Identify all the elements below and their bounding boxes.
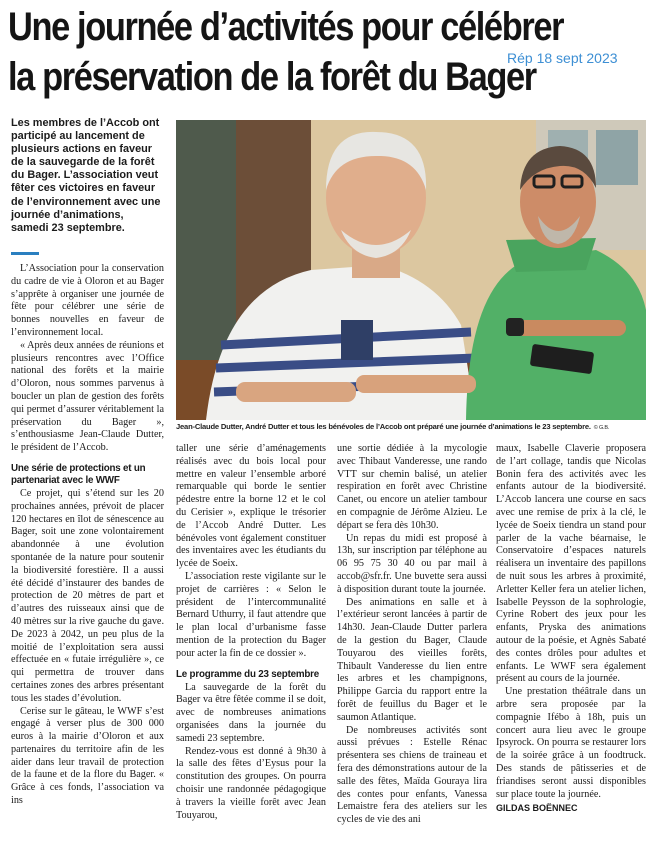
text-column-2 bbox=[176, 443, 326, 822]
col2-paragraph-1: taller une série d’aménagements réalisés avec du bois local pour mettre en valeur l’ensemble arboré remarquable qui borde le sentier pédestre entre la borne 12 et le col du Cerisier », explique le trésorier de l’Accob André Dutter. Les bénévoles vont également constituer des inventaires avec les étudiants du lycée de Soeix. bbox=[176, 443, 326, 570]
col2-paragraph-4: Rendez-vous est donné à 9h30 à la salle des fêtes d’Eysus pour la constitution des groupes. On pourra choisir une randonnée pédagogique à travers la vieille forêt avec Jean Touyarou, bbox=[176, 745, 326, 821]
text-column-3 bbox=[337, 443, 487, 827]
col2-paragraph-3: La sauvegarde de la forêt du Bager va être fêtée comme il se doit, avec de nombreuses animations organisées dans la journée du samedi 23 septembre. bbox=[176, 681, 326, 744]
photo-credit: © G.B. bbox=[593, 425, 610, 431]
lead-divider bbox=[11, 252, 39, 255]
article-headline bbox=[8, 2, 563, 102]
text-column-4 bbox=[496, 443, 646, 815]
caption-text: Jean-Claude Dutter, André Dutter et tous les bénévoles de l’Accob ont préparé une journée d’animations le 23 septembre. bbox=[176, 422, 591, 431]
author-signature: GILDAS BOËNNEC bbox=[496, 803, 578, 814]
col1-paragraph-4: Cerise sur le gâteau, le WWF s’est engagé à verser plus de 300 000 euros à la mairie d’Oloron et aux partenaires du territoire afin de les aider dans leur travail de protection de la faune et de la flore du Bager. « Grâce à ces fonds, l’association va ins bbox=[11, 705, 164, 807]
photo-caption bbox=[176, 422, 646, 433]
col3-paragraph-3: Des animations en salle et à l’extérieur seront lancées à partir de 14h30. Jean-Claude Dutter parlera de la gestion du Bager, Claude Touyarou des vieilles forêts, Thibault Vanderesse du lien entre les arbres et les champignons, Philippe Garcia du rapport entre la forêt de feuillus du Bager et le saumon Atlantique. bbox=[337, 596, 487, 723]
subheading-programme: Le programme du 23 septembre bbox=[176, 668, 320, 680]
col4-paragraph-1: maux, Isabelle Claverie proposera de l’art collage, tandis que Nicolas Bonin fera des activités avec les enfants autour de la biodiversité. L’Accob lancera une course en sacs avec une remise de prix à la clé, le lycée de Soeix tiendra un stand pour parler de la vache béarnaise, le Conservatoire d’espaces naturels réalisera un inventaire des papillons de nuit sous les arbres à proximité, Arletter Keller fera un atelier lichen, Isabelle Peysson de la sophrologie, Cyrine Robert des jeux pour les enfants, Pryska des animations autour de la poésie, et Agnès Sabaté des contes drôles pour adultes et enfants. Le WWF sera également présent au cours de la journée. bbox=[496, 443, 646, 685]
col1-paragraph-2: « Après deux années de réunions et plusieurs rencontres avec l’Office national des forêts et la mairie d’Oloron, nous sommes parvenus à boucler un plan de gestion des forêts qui permet d’assurer véritablement la préservation du Bager », s’enthousiasme Jean-Claude Dutter, le président de l’Accob. bbox=[11, 339, 164, 454]
article-lead: Les membres de l’Accob ont participé au lancement de plusieurs actions en faveur de la sauvegarde de la forêt du Bager. L’association veut fêter ces victoires en faveur de l’environnement avec une journée d’animations, samedi 23 septembre. bbox=[11, 117, 161, 234]
text-column-1 bbox=[11, 263, 164, 808]
article-photo bbox=[176, 120, 646, 420]
headline-line-2: la préservation de la forêt du Bager bbox=[8, 55, 536, 99]
col1-paragraph-1: L’Association pour la conservation du cadre de vie à Oloron et au Bager s’apprête à organiser une journée de fête pour célébrer une série de bonnes nouvelles en faveur de l’environnement local. bbox=[11, 263, 164, 338]
col1-paragraph-3: Ce projet, qui s’étend sur les 20 prochaines années, prévoit de placer 120 hectares en îlot de sénescence au Bager, soit une zone volontairement abandonnée à une évolution spontanée de la nature pour soutenir la biodiversité forestière. Il a aussi été décidé d’instaurer des bandes de protection de 20 mètres de part et d’autres des ruisseaux ainsi que de 40 mètres sur la rive gauche du gave. De 2023 à 2042, un peu plus de la moitié de l’exploitation sera aussi effectuée en « futaie irrégulière », ce qui permettra de trouver dans certaines zones des arbres présentant tous les stades d’évolution. bbox=[11, 487, 164, 704]
col2-paragraph-2: L’association reste vigilante sur le projet de carrières : « Selon le président de l’intercommunalité Bernard Uthurry, il faut attendre que le plan local d’urbanisme fasse mention de la protection du Bager pour acter la fin de ce dossier ». bbox=[176, 570, 326, 659]
date-stamp: Rép 18 sept 2023 bbox=[507, 50, 618, 66]
subheading-protections: Une série de protections et un partenariat avec le WWF bbox=[11, 462, 146, 486]
col3-paragraph-2: Un repas du midi est proposé à 13h, sur inscription par téléphone au 06 95 75 30 40 ou par mail à accob@sfr.fr. Une buvette sera aussi à disposition durant toute la journée. bbox=[337, 532, 487, 595]
col3-paragraph-1: une sortie dédiée à la mycologie avec Thibaut Vanderesse, une rando VTT sur chemin balisé, un atelier respiration en forêt avec Christine Canet, ou encore un atelier tambour en compagnie de Jérôme Alzieu. Le départ se fera dès 10h30. bbox=[337, 443, 487, 531]
headline-line-1: Une journée d’activités pour célébrer bbox=[8, 5, 564, 49]
photo-illustration bbox=[176, 120, 646, 420]
col3-paragraph-4: De nombreuses activités sont aussi prévues : Estelle Rénac présentera ses chiens de traineau et fera des démonstrations autour de la salle des fêtes, Maïda Gouraya lira des contes pour enfants, Vanessa Lemaistre fera des ateliers sur les cycles de vie des ani bbox=[337, 724, 487, 826]
col4-paragraph-2: Une prestation théâtrale dans un arbre sera proposée par la compagnie Ifébo à 18h, puis un concert aura lieu avec le groupe Ipsyrock. On pourra se restaurer lors de la soirée grâce à un foodtruck. Des stands de pâtisseries et de friandises seront aussi disponibles sur place toute la journée. bbox=[496, 686, 646, 800]
